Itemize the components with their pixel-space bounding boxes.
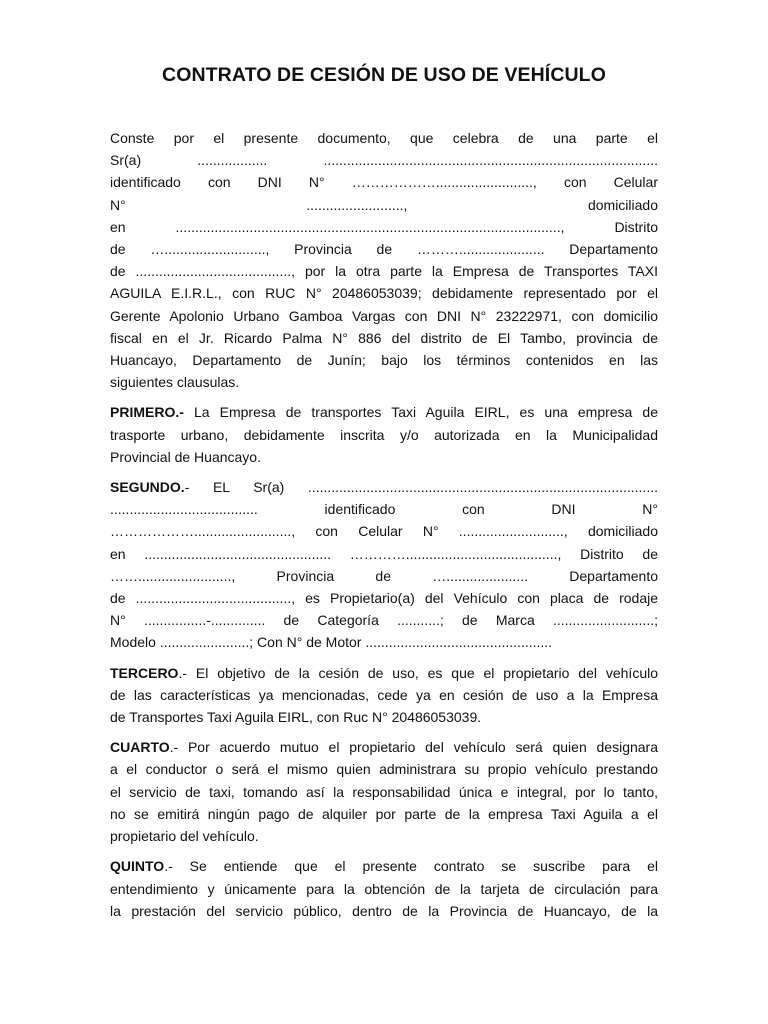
- intro-line: Huancayo, Departamento de Junín; bajo los términos contenidos en las: [110, 352, 658, 369]
- clause-line: [110, 476, 658, 498]
- clause-line: [110, 662, 658, 684]
- clause-line: ...................................... identificado con DNI N°: [110, 501, 658, 518]
- clause-text: La Empresa de transportes Taxi Aguila EIRL, es una empresa de: [183, 404, 658, 421]
- clause-line: a el conductor o será el mismo quien administrara su propio vehículo prestando: [110, 761, 658, 778]
- clause-text: .- Se entiende que el presente contrato se suscribe para el: [164, 858, 658, 875]
- intro-line: identificado con DNI N° ………………........................., con Celular: [110, 174, 658, 191]
- intro-paragraph: [110, 127, 658, 393]
- clause-line: [110, 736, 658, 758]
- clause-line: el servicio de taxi, tomando así la responsabilidad única e integral, por lo tanto,: [110, 783, 658, 800]
- clause-text: .- El objetivo de la cesión de uso, es que el propietario del vehículo: [178, 664, 658, 681]
- clause-line: trasporte urbano, debidamente inscrita y/o autorizada en la Municipalidad: [110, 426, 658, 443]
- clause-line: [110, 401, 658, 423]
- clause-line: entendimiento y únicamente para la obtención de la tarjeta de circulación para: [110, 880, 658, 897]
- clause-line: de las características ya mencionadas, cede ya en cesión de uso a la Empresa: [110, 686, 658, 703]
- clause-text: .- Por acuerdo mutuo el propietario del vehículo será quien designara: [169, 739, 658, 756]
- intro-line: N° ........................., domiciliado: [110, 196, 658, 213]
- clause-quinto: [110, 855, 658, 922]
- clause-line: Modelo .......................; Con N° de Motor ................................................: [110, 634, 553, 651]
- clause-line: [110, 855, 658, 877]
- intro-line: de ….........................., Provincia de ………...................... Departamento: [110, 241, 658, 258]
- intro-line: Gerente Apolonio Urbano Gamboa Vargas con DNI N° 23222971, con domicilio: [110, 307, 658, 324]
- clause-label: TERCERO: [110, 664, 179, 681]
- clause-label: CUARTO: [110, 739, 170, 756]
- clause-line: no se emitirá ningún pago de alquiler por parte de la empresa Taxi Aguila a el: [110, 805, 658, 822]
- intro-line: siguientes clausulas.: [110, 374, 240, 391]
- clause-label: SEGUNDO.: [110, 479, 185, 496]
- clause-segundo: [110, 476, 658, 654]
- clause-line: la prestación del servicio público, dentro de la Provincia de Huancayo, de la: [110, 902, 658, 919]
- intro-line: Sr(a) .................. ......................................................................................: [110, 152, 658, 169]
- intro-line: de ........................................, por la otra parte la Empresa de Transportes TAXI: [110, 263, 658, 280]
- clause-line: de Transportes Taxi Aguila EIRL, con Ruc N° 20486053039.: [110, 709, 482, 726]
- intro-line: Conste por el presente documento, que celebra de una parte el: [110, 130, 658, 146]
- clause-cuarto: [110, 736, 658, 847]
- clause-text: - EL Sr(a) ..........................................................................................: [184, 479, 658, 496]
- clause-line: propietario del vehículo.: [110, 828, 259, 845]
- clause-line: N° ................-.............. de Categoría ...........; de Marca ..........................;: [110, 612, 658, 629]
- clause-line: ………………........................., con Celular N° ..........................., domiciliado: [110, 523, 658, 540]
- clause-line: ……........................, Provincia de …..................... Departamento: [110, 567, 658, 584]
- intro-line: fiscal en el Jr. Ricardo Palma N° 886 del distrito de El Tambo, provincia de: [110, 329, 658, 346]
- intro-line: en ..................................................................................................., Distrito: [110, 218, 658, 235]
- clause-primero: [110, 401, 658, 468]
- clause-line: Provincial de Huancayo.: [110, 448, 261, 465]
- clause-line: de ........................................, es Propietario(a) del Vehículo con placa de rodaje: [110, 590, 658, 607]
- document-title: CONTRATO DE CESIÓN DE USO DE VEHÍCULO: [162, 64, 606, 86]
- clause-tercero: [110, 662, 658, 729]
- clause-line: en ................................................ …………......................................., Distrito de: [110, 545, 658, 562]
- clause-label: PRIMERO.-: [110, 404, 184, 421]
- clause-label: QUINTO: [110, 858, 165, 875]
- intro-line: AGUILA E.I.R.L., con RUC N° 20486053039; debidamente representado por el: [110, 285, 658, 302]
